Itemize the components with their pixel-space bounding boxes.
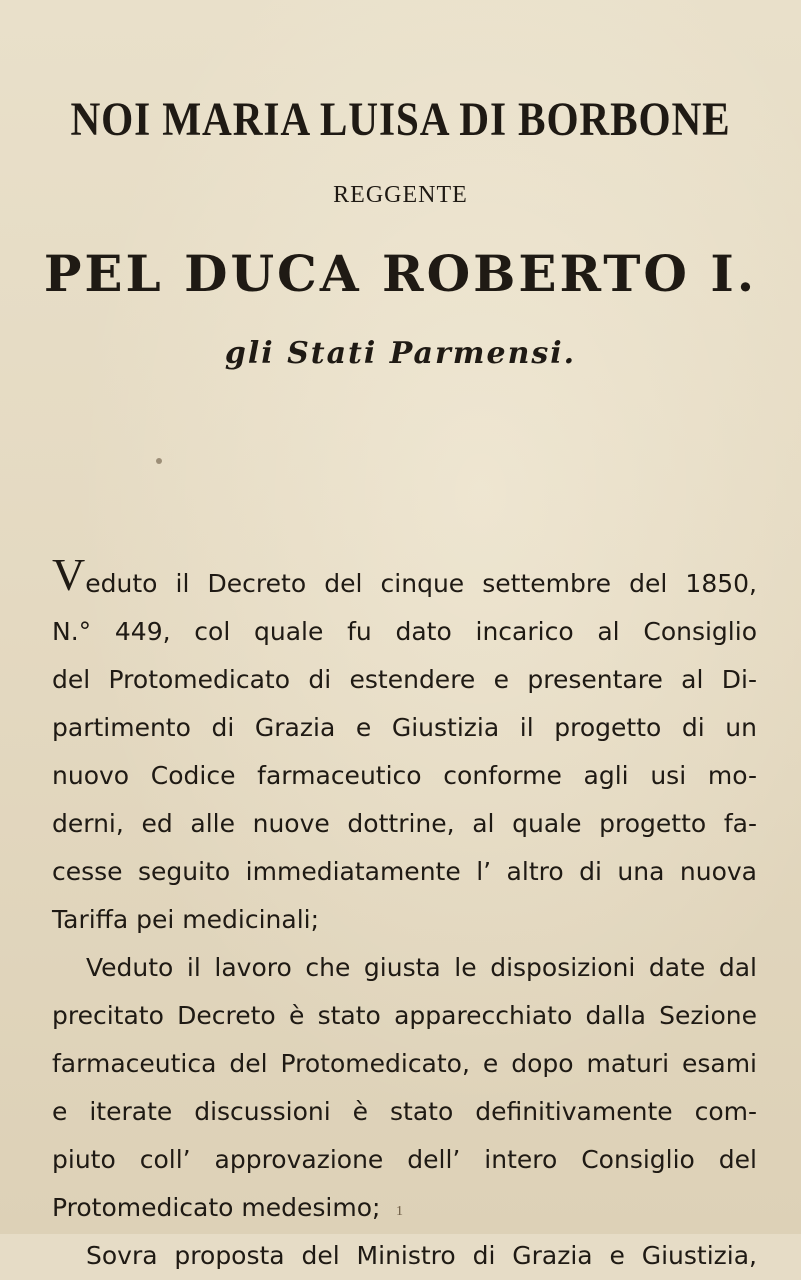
decree-body — [52, 549, 757, 1280]
signature-mark: 1 — [396, 1204, 403, 1219]
body-line-15: Sovra proposta del Ministro di Grazia e Giustizia, — [86, 1241, 757, 1270]
paper-speck — [156, 458, 162, 464]
body-line-3: del Protomedicato di estendere e presentare al Di- — [52, 665, 757, 694]
body-line-8: Tariffa pei medicinali; — [52, 905, 320, 934]
body-line-2: N.° 449, col quale fu dato incarico al Consiglio — [52, 617, 757, 646]
body-line-14: Protomedicato medesimo; — [52, 1193, 381, 1222]
body-line-5: nuovo Codice farmaceutico conforme agli usi mo- — [52, 761, 757, 790]
body-line-6: derni, ed alle nuove dottrine, al quale progetto fa- — [52, 809, 757, 838]
body-line-1 — [52, 549, 757, 608]
body-line-4: partimento di Grazia e Giustizia il progetto di un — [52, 713, 757, 742]
heading-duca: PEL DUCA ROBERTO I. — [43, 244, 758, 303]
body-line-10: precitato Decreto è stato apparecchiato dalla Sezione — [52, 1001, 757, 1030]
body-line-11: farmaceutica del Protomedicato, e dopo maturi esami — [52, 1049, 757, 1078]
body-line-1-text: eduto il Decreto del cinque settembre del 1850, — [85, 569, 757, 598]
body-line-9: Veduto il lavoro che giusta le disposizioni date dal — [86, 953, 757, 982]
body-line-12: e iterate discussioni è stato definitivamente com- — [52, 1097, 757, 1126]
heading-stati: gli Stati Parmensi. — [224, 336, 577, 371]
drop-cap: V — [52, 549, 86, 600]
body-line-7: cesse seguito immediatamente l’ altro di una nuova — [52, 857, 757, 886]
body-line-13: piuto coll’ approvazione dell’ intero Consiglio del — [52, 1145, 757, 1174]
subtitle-reggente: REGGENTE — [333, 182, 468, 208]
page-title: NOI MARIA LUISA DI BORBONE — [70, 93, 731, 146]
